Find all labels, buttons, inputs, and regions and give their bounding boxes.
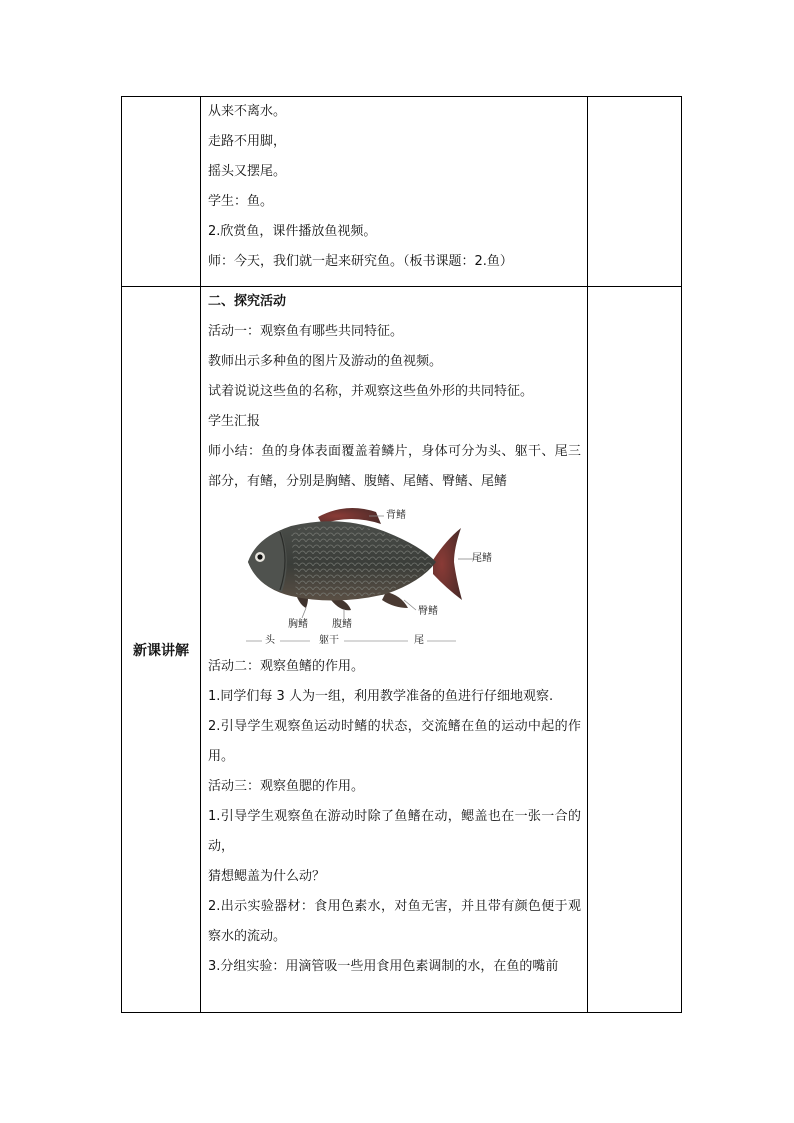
table-row [122,287,682,1013]
text-line: 2.出示实验器材：食用色素水，对鱼无害，并且带有颜色便于观察水的流动。 [208,899,581,944]
activity-title: 活动三：观察鱼腮的作用。 [208,779,365,794]
row-label [122,97,201,287]
text-line: 2.欣赏鱼，课件播放鱼视频。 [208,224,377,239]
tail-fin-shape [433,528,462,600]
text-line: 2.引导学生观察鱼运动时鳍的状态，交流鳍在鱼的运动中起的作用。 [208,719,581,764]
section-heading: 二、探究活动 [208,294,287,309]
trunk-label: 躯干 [319,635,339,646]
fish-anatomy-figure [236,500,492,652]
text-line: 走路不用脚， [208,134,287,149]
text-line: 学生：鱼。 [208,194,274,209]
anal-fin-label: 臀鳍 [418,606,438,617]
text-line: 试着说说这些鱼的名称，并观察这些鱼外形的共同特征。 [208,384,534,399]
pelvic-fin-label: 腹鳍 [332,619,352,630]
text-line: 学生汇报 [208,414,261,429]
fish-head-shape [248,530,287,592]
row-label: 新课讲解 [122,287,201,1013]
activity-title: 活动二：观察鱼鳍的作用。 [208,659,365,674]
summary-paragraph: 师小结：鱼的身体表面覆盖着鳞片，身体可分为头、躯干、尾三部分，有鳍，分别是胸鳍、腹鳍、尾鳍、臀鳍、尾鳍 [208,444,581,489]
text-line: 猜想鳃盖为什么动？ [208,869,326,884]
head-label: 头 [265,635,275,646]
text-line: 教师出示多种鱼的图片及游动的鱼视频。 [208,354,443,369]
text-line: 摇头又摆尾。 [208,164,287,179]
dorsal-fin-label: 背鳍 [386,510,406,521]
text-line: 1.引导学生观察鱼在游动时除了鱼鳍在动，鳃盖也在一张一合的动， [208,809,581,854]
text-line: 从来不离水。 [208,104,287,119]
content-cell [201,97,588,287]
text-line: 活动一：观察鱼有哪些共同特征。 [208,324,404,339]
text-line: 3.分组实验：用滴管吸一些用食用色素调制的水，在鱼的嘴前 [208,959,559,974]
text-line: 1.同学们每 3 人为一组，利用教学准备的鱼进行仔细地观察. [208,689,554,704]
content-cell [201,287,588,1013]
text-line: 师：今天，我们就一起来研究鱼。（板书课题：2.鱼） [208,254,513,269]
fish-illustration [236,500,486,652]
lesson-plan-table [121,96,682,1013]
tail-fin-label: 尾鳍 [472,553,492,564]
notes-cell [588,287,682,1013]
tail-part-label: 尾 [414,635,424,646]
notes-cell [588,97,682,287]
pectoral-fin-label: 胸鳍 [288,619,308,630]
table-row [122,97,682,287]
